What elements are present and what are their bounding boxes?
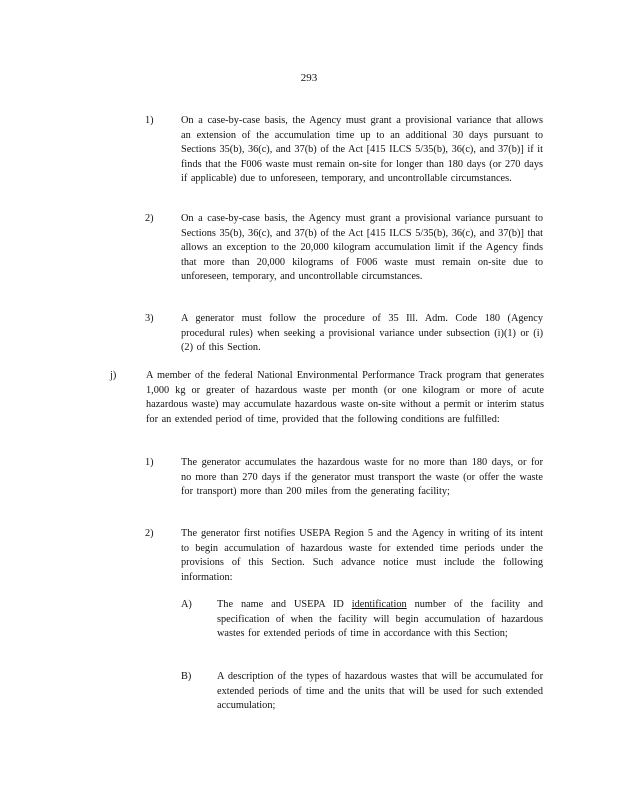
item-marker: j) <box>110 370 117 381</box>
item-text: The generator accumulates the hazardous waste for no more than 180 days, or for no more than 270 days if the generator must transport the waste (or offer the waste for transport) more than 200 miles from the generating facility; <box>181 457 543 497</box>
item-text: The generator first notifies USEPA Region 5 and the Agency in writing of its intent to begin accumulation of hazardous waste for extended time periods under the provisions of this Section. Such advance notice must include the following information: <box>181 528 543 583</box>
item-marker: 2) <box>145 213 154 224</box>
page-number: 293 <box>300 72 318 84</box>
item-text: On a case-by-case basis, the Agency must grant a provisional variance that allows an extension of the accumulation time up to an additional 30 days pursuant to Sections 35(b), 36(c), and 37(b) of the Act [415 ILCS 5/35(b), 36(c), and 37(b)] if it finds that the F006 waste must remain on-site for longer than 180 days (or 270 days if applicable) due to unforeseen, temporary, and uncontrollable circumstances. <box>181 115 543 184</box>
item-marker: A) <box>181 599 192 610</box>
item-marker: 2) <box>145 528 154 539</box>
item-marker: B) <box>181 671 192 682</box>
item-marker: 3) <box>145 313 154 324</box>
underlined-insertion: identification <box>351 599 407 610</box>
item-text-before: The name and USEPA ID <box>217 599 352 610</box>
item-marker: 1) <box>145 457 154 468</box>
item-text: A member of the federal National Environmental Performance Track program that generates 1,000 kg or greater of hazardous waste per month (or one kilogram or more of acute hazardous waste) may accumulate hazardous waste on-site without a permit or interim status for an extended period of time, provided that the following conditions are fulfilled: <box>146 370 544 425</box>
item-marker: 1) <box>145 115 154 126</box>
item-text: On a case-by-case basis, the Agency must grant a provisional variance pursuant to Sections 35(b), 36(c), and 37(b) of the Act [415 ILCS 5/35(b), 36(c), and 37(b)] that allows an exception to the 20,000 kilogram accumulation limit if the Agency finds that more than 20,000 kilograms of F006 waste must remain on-site due to unforeseen, temporary, and uncontrollable circumstances. <box>181 213 543 282</box>
item-text: A description of the types of hazardous wastes that will be accumulated for extended periods of time and the units that will be used for such extended accumulation; <box>217 671 543 711</box>
item-text <box>217 598 543 642</box>
item-text: A generator must follow the procedure of 35 Ill. Adm. Code 180 (Agency procedural rules) when seeking a provisional variance under subsection (i)(1) or (i)(2) of this Section. <box>181 313 543 353</box>
item-text-after: number of the facility and specification of when the facility will begin accumulation of hazardous wastes for extended periods of time in accordance with this Section; <box>217 599 543 639</box>
